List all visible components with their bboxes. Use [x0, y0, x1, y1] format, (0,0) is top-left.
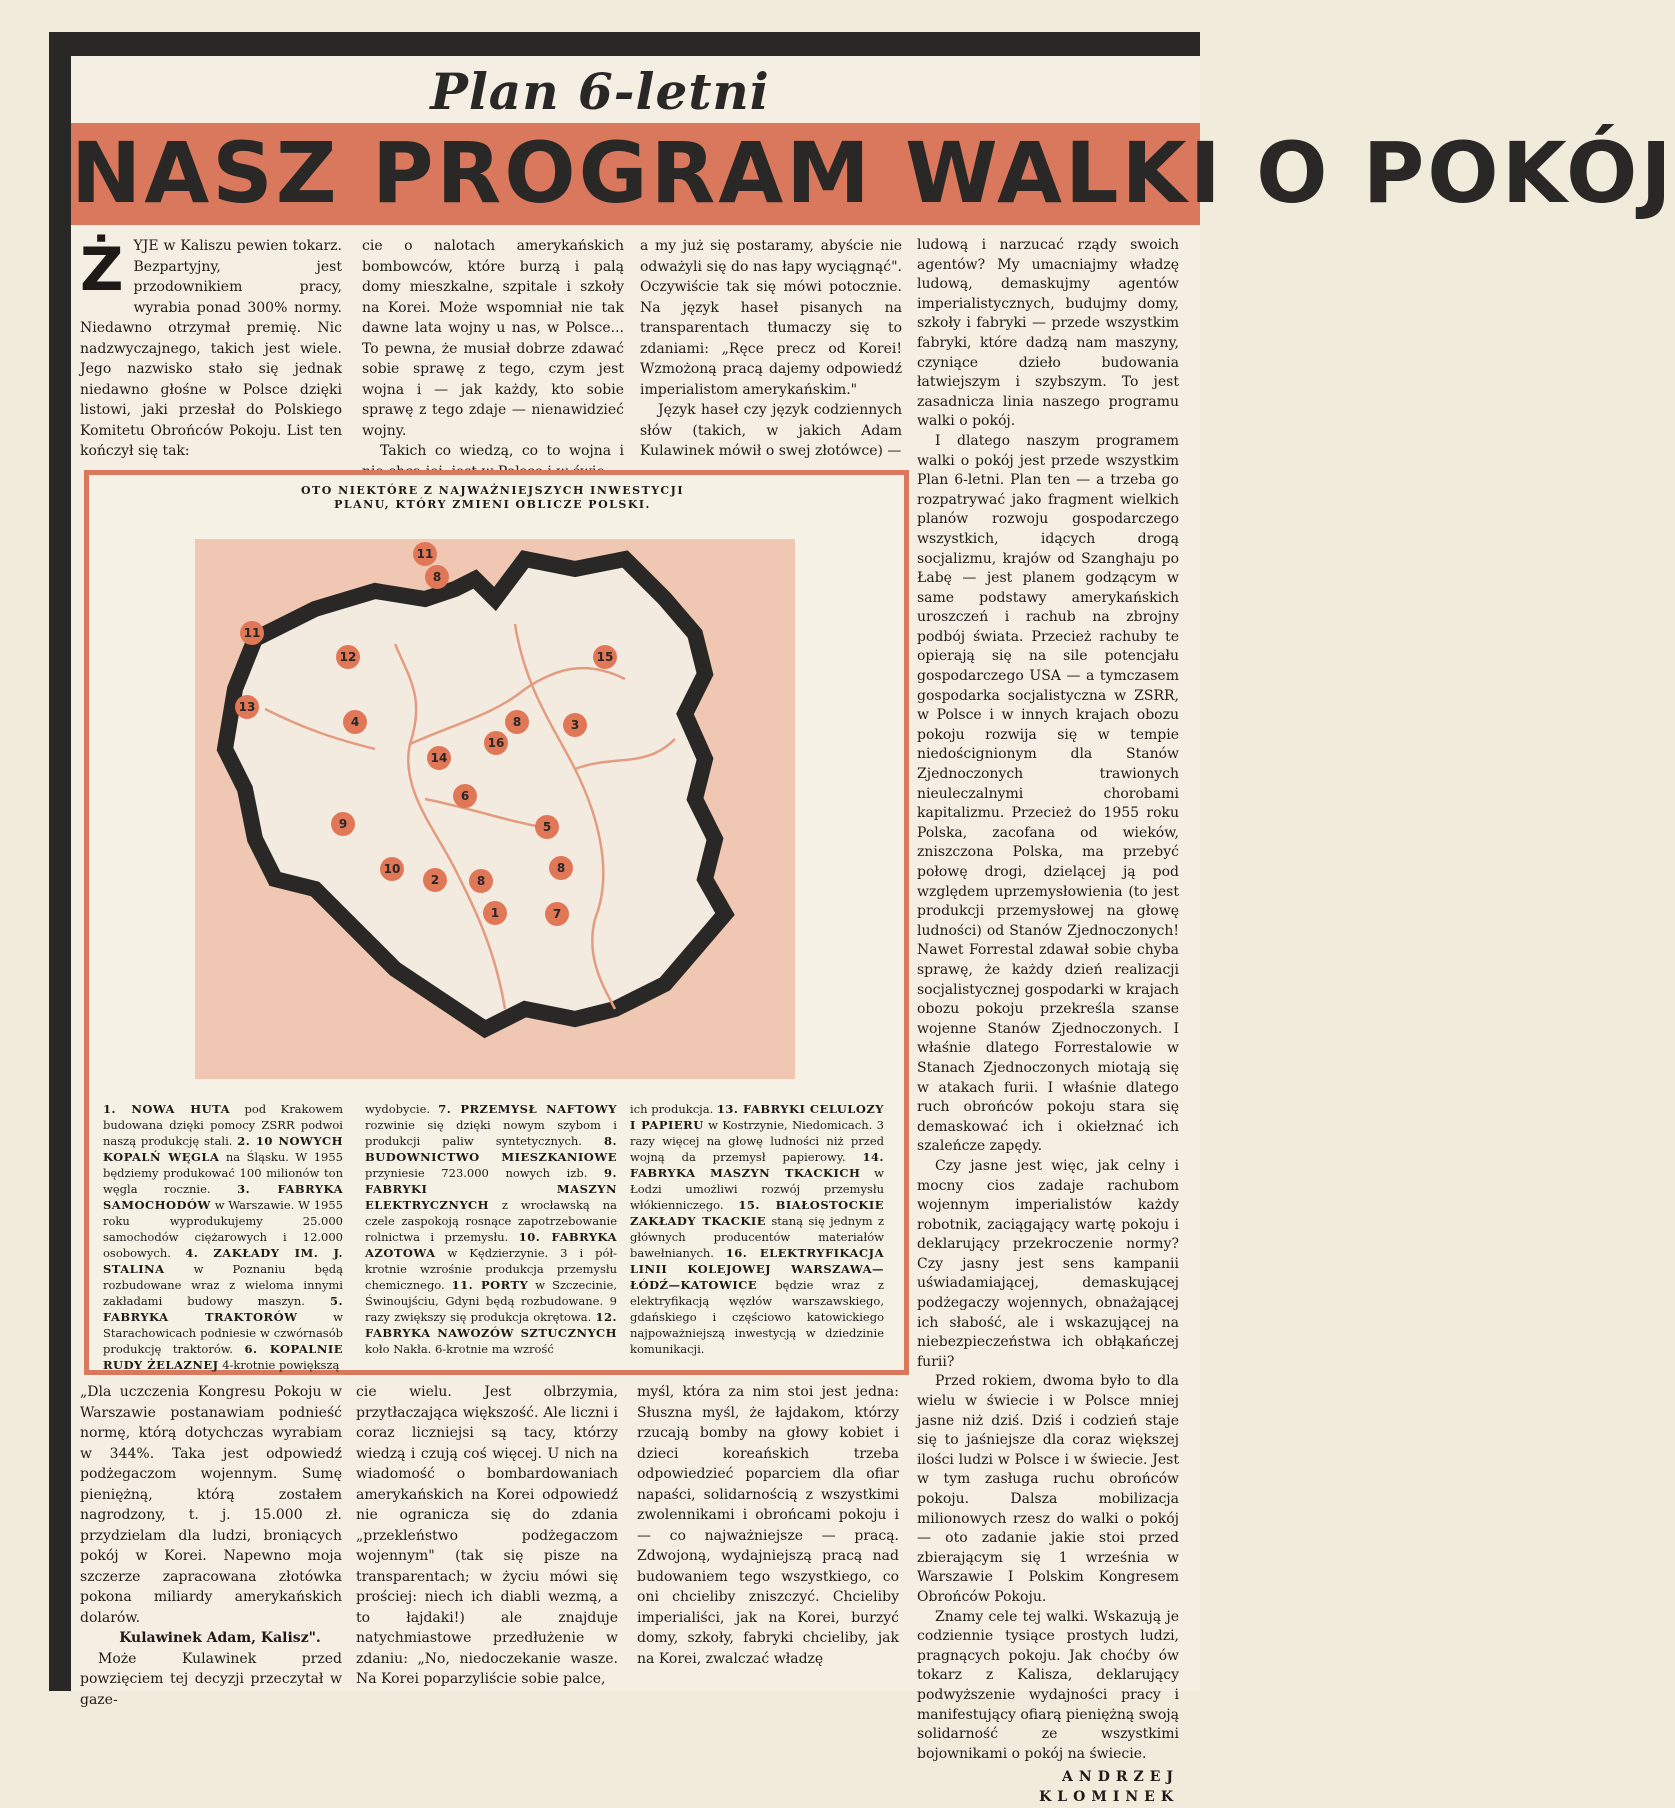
- map-marker-label: 3: [570, 718, 580, 732]
- map-marker-label: 12: [339, 650, 357, 664]
- legend-item-text: przyniesie 723.000 nowych izb.: [365, 1166, 604, 1180]
- legend-item-title: 14. FABRYKA MASZYN TKACKICH: [630, 1150, 884, 1180]
- legend-item-title: 1. NOWA HUTA: [103, 1102, 231, 1116]
- legend-item-title: 11. PORTY: [451, 1278, 529, 1292]
- legend-item-title: 8. BUDOWNICTWO MIESZKANIOWE: [365, 1134, 617, 1164]
- legend-item-text: 4-krotnie powiększą: [218, 1358, 340, 1372]
- author-signature: ANDRZEJ KLOMINEK: [1039, 1769, 1179, 1805]
- legend-item-text: w Szczecinie, Świnoujściu, Gdyni będą rozbudowane. 9 razy zwiększy się produkcja okrętowa.: [365, 1278, 617, 1324]
- bottom-col-2: [356, 1382, 618, 1690]
- legend-col-1: [103, 1101, 343, 1373]
- map-caption: OTO NIEKTÓRE Z NAJWAŻNIEJSZYCH INWESTYCJI PLANU, KTÓRY ZMIENI OBLICZE POLSKI.: [300, 484, 685, 511]
- intro-text-1: YJE w Kaliszu pewien tokarz. Bezpartyjny, jest przodownikiem pracy, wyrabia ponad 300% normy. Niedawno otrzymał premię. Nic nadzwyczajnego, takich jest wiele. Jego nazwisko stało się jednak niedawno głośne w Polsce dzięki listowi, jaki przesłał do Polskiego Komitetu Obrońców Pokoju. List ten kończył się tak:: [80, 238, 342, 459]
- map-marker-label: 11: [243, 626, 261, 640]
- legend-item-text: ich produkcja.: [630, 1102, 717, 1116]
- right-p4: Przed rokiem, dwoma było to dla wielu w świecie i w Polsce mniej jasne niż dziś. Dziś i codzień staje się to jaśniejsze dla coraz większej ilości ludzi w Polsce i w świecie. Jest w tym zasługa ruchu obrońców pokoju. Dalsza mobilizacja milionowych rzesz do walki o pokój — oto zadanie jakie stoi przed zbierającym się 1 września w Warszawie I Polskim Kongresem Obrońców Pokoju.: [917, 1373, 1179, 1605]
- map-marker-label: 7: [552, 907, 562, 921]
- bottom-col-3: [637, 1382, 899, 1669]
- map-marker: [336, 645, 360, 669]
- legend-item-title: 7. PRZEMYSŁ NAFTOWY: [438, 1102, 617, 1116]
- map-marker-label: 13: [238, 700, 256, 714]
- map-marker-label: 2: [430, 873, 440, 887]
- legend-item-title: 12. FABRYKA NAWOZÓW SZTUCZNYCH: [365, 1310, 617, 1340]
- legend-item-title: 2. 10 NOWYCH KOPALŃ WĘGLA: [103, 1134, 343, 1164]
- kicker: Plan 6-letni: [430, 62, 770, 121]
- map-marker: [469, 869, 493, 893]
- dropcap: Ż: [80, 235, 124, 305]
- map-marker-label: 5: [542, 820, 552, 834]
- legend-item-text: w Warszawie. W 1955 roku wyprodukujemy 25.000 samochodów ciężarowych i 12.000 osobowych.: [103, 1198, 343, 1260]
- intro-col-3: [640, 236, 902, 462]
- legend-item-text: w Kostrzynie, Niedomicach. 3 razy więcej na głowę ludności niż przed wojną da przemysł papierowy.: [630, 1118, 884, 1164]
- legend-item-text: w Poznaniu będą rozbudowane wraz z wieloma innymi zakładami budowy maszyn.: [103, 1262, 343, 1308]
- legend-item-text: koło Nakła. 6-krotnie ma wzrość: [365, 1342, 554, 1356]
- map-marker-label: 15: [596, 650, 614, 664]
- legend-item-text: w Starachowicach podniesie w czwórnasób produkcję traktorów.: [103, 1310, 343, 1356]
- legend-item-title: 3. FABRYKA SAMOCHODÓW: [103, 1182, 343, 1212]
- legend-item-text: będzie wraz z elektryfikacją węzłów warszawskiego, gdańskiego i częściowo katowickiego najpoważniejszą inwestycją w dziedzinie komunikacji.: [630, 1278, 884, 1356]
- map-marker: [535, 815, 559, 839]
- intro-col-2: [362, 236, 624, 482]
- bottom-text-3: myśl, która za nim stoi jest jedna: Słuszna myśl, że łajdakom, którzy rzucają bomby na głowy kobiet i dzieci koreańskich trzeba odpowiedzieć poparciem dla ofiar napaści, solidarnością z wszystkimi zwolennikami i obrońcami pokoju i — co najważniejsze — pracą. Zdwojoną, wydajniejszą pracą nad budowaniem tego wszystkiego, co oni chcieliby zniszczyć. Chcieliby imperialiści, jak na Korei, burzyć domy, szkoły, fabryki chcieliby, jak na Korei, zwalczać władzę: [637, 1384, 899, 1667]
- map-marker: [343, 710, 367, 734]
- map-marker: [549, 856, 573, 880]
- legend-item-title: 13. FABRYKI CELULOZY I PAPIERU: [630, 1102, 885, 1132]
- map-marker-label: 8: [432, 570, 442, 584]
- legend-item-text: staną się jednym z głównych producentów materiałów bawełnianych.: [630, 1214, 884, 1260]
- right-column: [917, 236, 1179, 1808]
- map-marker: [483, 901, 507, 925]
- right-p1: ludową i narzucać rządy swoich agentów? My umacniajmy władzę ludową, demaskujmy agentów imperialistycznych, budujmy domy, szkoły i fabryki — przede wszystkim fabryki, które dadzą nam maszyny, czyniące dzieło budowania łatwiejszym i szybszym. To jest zasadnicza linia naszego programu walki o pokój.: [917, 237, 1179, 430]
- map-marker-label: 8: [556, 861, 566, 875]
- right-p5: Znamy cele tej walki. Wskazują je codziennie tysiące prostych ludzi, pragnących pokoju. Jak choćby ów tokarz z Kalisza, deklarujący podwyższenie wydajności pracy i manifestujący ofiarą pieniężną swoją solidarność ze wszystkimi bojownikami o pokój na świecie.: [917, 1608, 1179, 1762]
- map-marker-label: 8: [512, 715, 522, 729]
- legend-item-title: 4. ZAKŁADY IM. J. STALINA: [103, 1246, 343, 1276]
- legend-item-title: 15. BIAŁOSTOCKIE ZAKŁADY TKACKIE: [630, 1198, 884, 1228]
- legend-item-text: rozwinie się dzięki nowym szybom i produkcji paliw syntetycznych.: [365, 1118, 617, 1148]
- map-marker-label: 10: [383, 862, 401, 876]
- letter-signature: Kulawinek Adam, Kalisz".: [119, 1630, 321, 1646]
- map-marker: [453, 784, 477, 808]
- map-marker: [425, 565, 449, 589]
- headline: NASZ PROGRAM WALKI O POKÓJ: [71, 124, 1675, 222]
- right-p2: I dlatego naszym programem walki o pokój jest przede wszystkim Plan 6-letni. Plan ten — a trzeba go rozpatrywać jako fragment wielkich planów rozwoju gospodarczego wszystkich, idących drogą socjalizmu, krajów od Szanghaju po Łabę — jest planem godzącym w same podstawy amerykańskich uroszczeń i rachub na zbrojny podbój świata. Przecież rachuby te opierają się na sile potencjału gospodarczego USA — a tymczasem gospodarka socjalistyczna w ZSRR, w Polsce i w innych krajach obozu pokoju rozwija się w tempie niedoścignionym dla Stanów Zjednoczonych trawionych nieuleczalnymi chorobami kapitalizmu. Przecież do 1955 roku Polska, zacofana od wieków, zniszczona Polska, ma przebyć połowę drogi, dzielącej ją pod względem uprzemysłowienia (to jest produkcji przemysłowej na głowę ludności) od Stanów Zjednoczonych! Nawet Forrestal zdawał sobie chyba sprawę, że każdy dzień realizacji socjalistycznej gospodarki w krajach obozu pokoju przekreśla szanse wojenne Stanów Zjednoczonych. I właśnie dlatego Forrestalowie w Stanach Zjednoczonych miotają się w atakach furii. I właśnie dlatego ruch obrońców pokoju stara się demaskować ich i okiełznać ich szaleńcze zapędy.: [917, 432, 1179, 1155]
- map-marker: [505, 710, 529, 734]
- right-p3: Czy jasne jest więc, jak celny i mocny cios zadaje rachubom wojennym imperialistów każdy robotnik, zaciągający wartę pokoju i deklarujący przekroczenie normy? Czy jasny jest sens kampanii uświadamiającej, demaskującej podżegaczy wojennych, obnażającej ich słabość, ale i wskazującej na niebezpieczeństwa ich obłąkańczej furii?: [917, 1157, 1179, 1370]
- bottom-col-1: [80, 1382, 342, 1710]
- legend-item-title: 9. FABRYKI MASZYN ELEKTRYCZNYCH: [365, 1166, 617, 1212]
- map-marker-label: 1: [490, 906, 500, 920]
- legend-item-text: wydobycie.: [365, 1102, 439, 1116]
- intro-text-2: cie o nalotach amerykańskich bombowców, które burzą i palą domy mieszkalne, szpitale i szkoły na Korei. Może wspomniał nie tak dawne lata wojny u nas, w Polsce... To pewna, że musiał dobrze zdawać sobie sprawę z tego, czym jest wojna i — jak każdy, kto sobie sprawę z tego zdaje — nienawidzieć wojny.: [362, 238, 624, 439]
- map-marker: [545, 902, 569, 926]
- intro-text-2b: Takich co wiedzą, co to wojna i: [380, 443, 624, 459]
- bottom-text-2: cie wielu. Jest olbrzymia, przytłaczająca większość. Ale liczni i coraz liczniejsi są tacy, którzy wiedzą i czują coś więcej. U nich na wiadomość o bombardowaniach amerykańskich na Korei odpowiedź nie ogranicza się do zdania „przekleństwo podżegaczom wojennym" (tak się pisze na transparentach; w życiu mówi się prościej: niech ich diabli wezmą, a to łajdaki!) ale znajduje natychmiastowe przedłużenie w zdaniu: „No, niedoczekanie wasze. Na Korei poparzyliście sobie palce,: [356, 1384, 618, 1687]
- map-marker: [413, 542, 437, 566]
- map-marker-label: 6: [460, 789, 470, 803]
- legend-col-2: [365, 1101, 617, 1357]
- intro-col-1: [80, 236, 342, 462]
- legend-item-text: w Łodzi umożliwi rozwój przemysłu włókienniczego.: [630, 1166, 884, 1212]
- letter-text: „Dla uczczenia Kongresu Pokoju w Warszawie postanawiam podnieść normę, którą dotychczas wyrabiam w 344%. Taka jest odpowiedź podżegaczom wojennym. Sumę pieniężną, którą zostałem nagrodzony, t. j. 15.000 zł. przydzielam dla ludzi, broniących pokój w Korei. Napewno moja szczerze zapracowana złotówka pokona miliardy amerykańskich dolarów.: [80, 1384, 342, 1626]
- map-marker: [240, 621, 264, 645]
- map-marker-label: 9: [338, 817, 348, 831]
- legend-item-text: z wrocławską na czele zaspokoją rosnące zapotrzebowanie rolnictwa i przemysłu.: [365, 1198, 617, 1244]
- poland-map: [195, 539, 795, 1079]
- legend-item-title: 6. KOPALNIE RUDY ŻELAZNEJ: [103, 1342, 343, 1372]
- map-marker: [235, 695, 259, 719]
- map-marker: [380, 857, 404, 881]
- map-marker-label: 14: [430, 751, 448, 765]
- legend-item-title: 10. FABRYKA AZOTOWA: [365, 1230, 617, 1260]
- legend-item-title: 16. ELEKTRYFIKACJA LINII KOLEJOWEJ WARSZAWA—ŁÓDŹ—KATOWICE: [630, 1246, 884, 1292]
- legend-item-text: na Śląsku. W 1955 będziemy produkować 100 milionów ton węgla rocznie.: [103, 1150, 343, 1196]
- intro-text-3: a my już się postaramy, abyście nie odważyli się do nas łapy wyciągnąć". Oczywiście tak się mówi potocznie. Na język haseł pisanych na transparentach tłumaczy się to zdaniami: „Ręce precz od Korei! Wzmożoną pracą dajemy odpowiedź imperialistom amerykańskim.": [640, 238, 902, 398]
- map-marker: [484, 731, 508, 755]
- legend-item-text: pod Krakowem budowana dzięki pomocy ZSRR podwoi naszą produkcję stali.: [103, 1102, 343, 1148]
- map-marker: [423, 868, 447, 892]
- bottom-text-1b: Może Kulawinek przed powzięciem tej decyzji przeczytał w gaze-: [80, 1650, 342, 1708]
- map-marker: [593, 645, 617, 669]
- map-marker: [331, 812, 355, 836]
- intro-text-3b: Język haseł czy język codziennych słów (takich, w jakich Adam Kulawinek mówił o swej złotówce) —: [640, 402, 902, 459]
- map-marker-label: 4: [350, 715, 360, 729]
- map-marker-label: 16: [487, 736, 505, 750]
- legend-item-title: 5. FABRYKA TRAKTORÓW: [103, 1294, 343, 1324]
- map-marker-label: 11: [416, 547, 434, 561]
- map-marker-label: 8: [476, 874, 486, 888]
- legend-item-text: w Kędzierzynie. 3 i pół-krotnie wzrośnie produkcja przemysłu chemicznego.: [365, 1246, 617, 1292]
- map-marker: [563, 713, 587, 737]
- legend-col-3: [630, 1101, 884, 1357]
- map-marker: [427, 746, 451, 770]
